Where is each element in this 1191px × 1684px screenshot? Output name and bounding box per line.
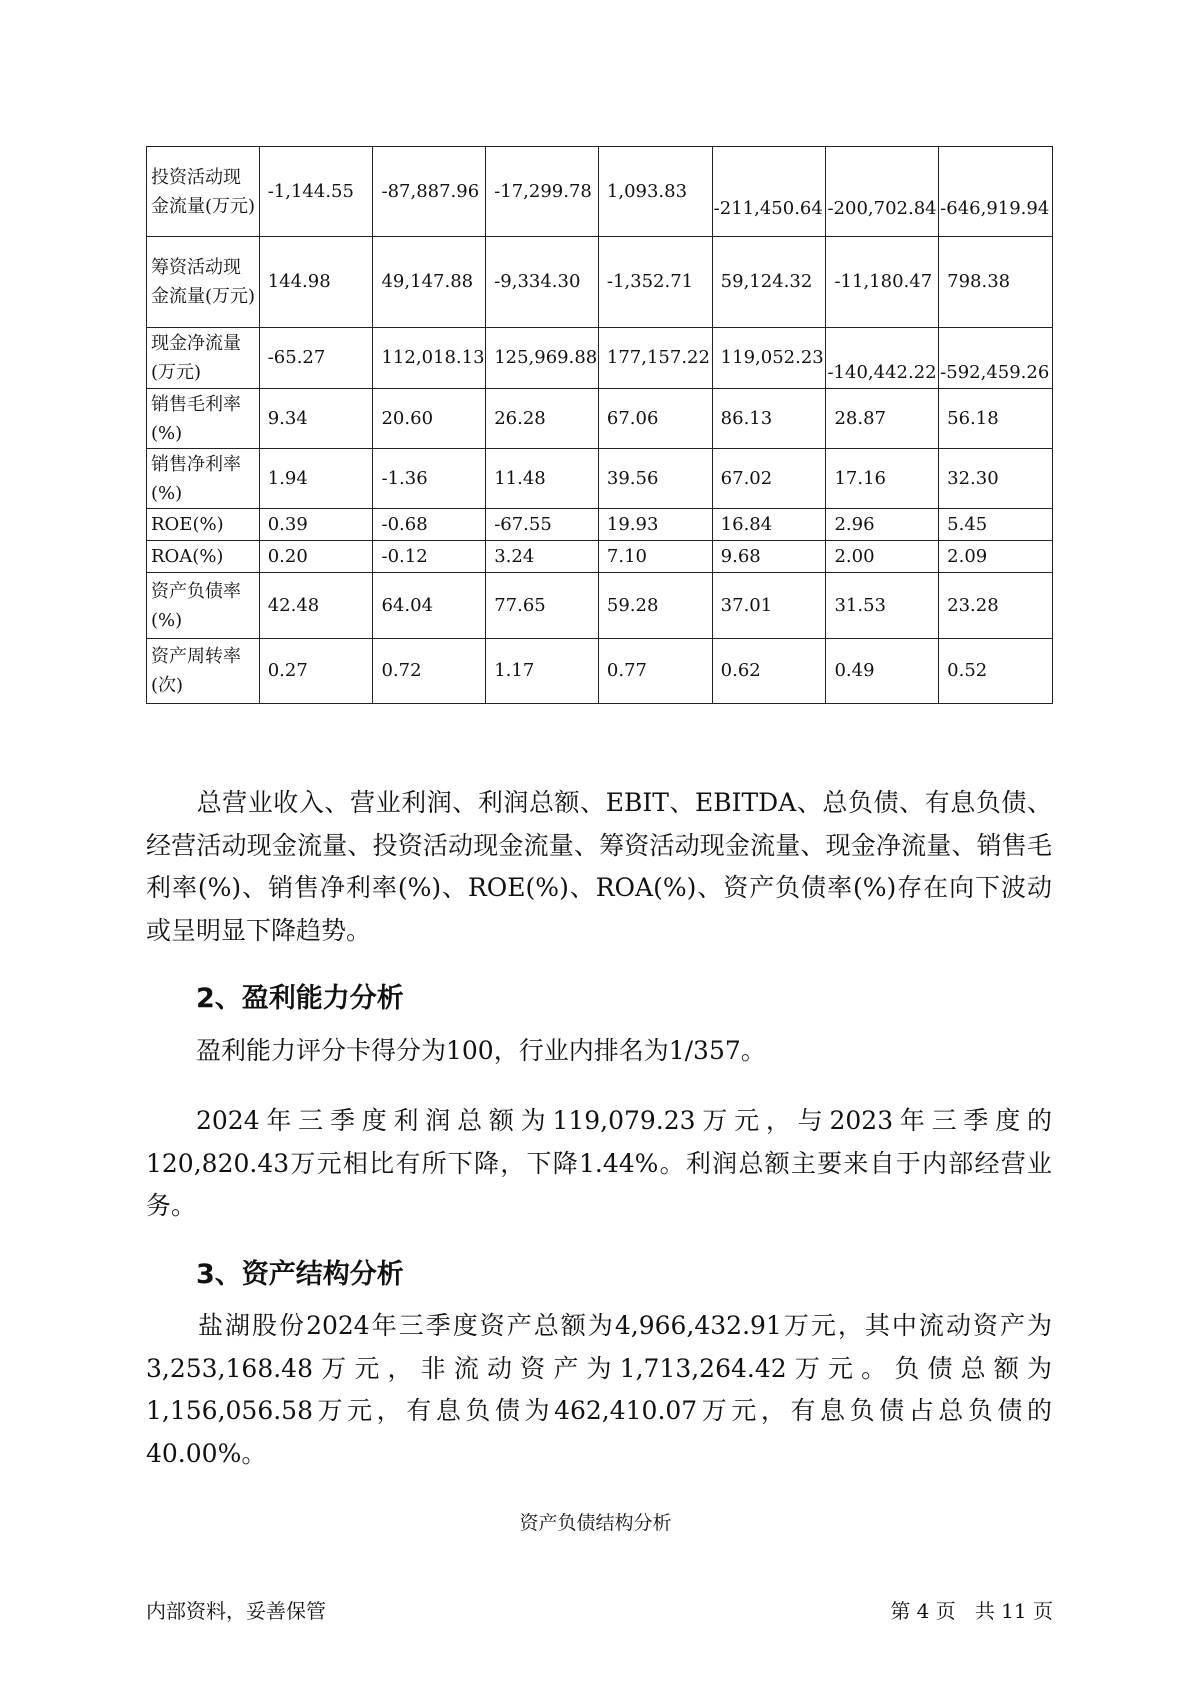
table-cell: 59.28 bbox=[598, 573, 712, 639]
table-cell: 0.39 bbox=[259, 509, 373, 541]
table-cell: 11.48 bbox=[486, 449, 599, 509]
table-cell: 0.52 bbox=[939, 639, 1053, 704]
table-cell: 2.96 bbox=[826, 509, 939, 541]
row-label: 资产周转率(次) bbox=[147, 639, 260, 704]
table-cell: 2.09 bbox=[939, 541, 1053, 573]
table-cell: 0.27 bbox=[259, 639, 373, 704]
table-row bbox=[147, 237, 1053, 328]
table-cell: 77.65 bbox=[486, 573, 599, 639]
table-cell: -1,352.71 bbox=[598, 237, 712, 328]
row-label: 销售毛利率(%) bbox=[147, 389, 260, 449]
table-cell: 67.06 bbox=[598, 389, 712, 449]
table-cell: -211,450.64 bbox=[712, 147, 826, 237]
table-cell: 49,147.88 bbox=[373, 237, 486, 328]
table-cell: 0.62 bbox=[712, 639, 826, 704]
table-cell: -11,180.47 bbox=[826, 237, 939, 328]
table-cell: -9,334.30 bbox=[486, 237, 599, 328]
table-cell: 0.20 bbox=[259, 541, 373, 573]
table-cell: 119,052.23 bbox=[712, 328, 826, 389]
table-cell: 5.45 bbox=[939, 509, 1053, 541]
table-cell: -0.12 bbox=[373, 541, 486, 573]
table-cell: 26.28 bbox=[486, 389, 599, 449]
table-cell: 19.93 bbox=[598, 509, 712, 541]
table-cell: 9.34 bbox=[259, 389, 373, 449]
table-cell: 798.38 bbox=[939, 237, 1053, 328]
table-cell: 39.56 bbox=[598, 449, 712, 509]
profit-total-paragraph bbox=[146, 1100, 1052, 1228]
table-cell: 1,093.83 bbox=[598, 147, 712, 237]
row-label: 投资活动现金流量(万元) bbox=[147, 147, 260, 237]
table-cell: -0.68 bbox=[373, 509, 486, 541]
table-row bbox=[147, 449, 1053, 509]
row-label: ROA(%) bbox=[147, 541, 260, 573]
table-cell: 28.87 bbox=[826, 389, 939, 449]
table-row bbox=[147, 147, 1053, 237]
section-heading-profitability: 2、盈利能力分析 bbox=[196, 983, 404, 1014]
table-cell: 86.13 bbox=[712, 389, 826, 449]
profit-total-text: 2024年三季度利润总额为119,079.23万元，与2023年三季度的120,820.43万元相比有所下降，下降1.44%。利润总额主要来自于内部经营业务。 bbox=[146, 1106, 1052, 1220]
table-cell: -67.55 bbox=[486, 509, 599, 541]
table-cell: 0.49 bbox=[826, 639, 939, 704]
table-cell: 20.60 bbox=[373, 389, 486, 449]
table-cell: -1,144.55 bbox=[259, 147, 373, 237]
table-cell: 125,969.88 bbox=[486, 328, 599, 389]
row-label: 资产负债率(%) bbox=[147, 573, 260, 639]
table-cell: 1.94 bbox=[259, 449, 373, 509]
table-cell: 67.02 bbox=[712, 449, 826, 509]
table-cell: 9.68 bbox=[712, 541, 826, 573]
table-row bbox=[147, 541, 1053, 573]
footer-page-number: 第 4 页 共 11 页 bbox=[890, 1599, 1053, 1623]
table-cell: 37.01 bbox=[712, 573, 826, 639]
table-cell: 112,018.13 bbox=[373, 328, 486, 389]
row-label: ROE(%) bbox=[147, 509, 260, 541]
table-cell: 177,157.22 bbox=[598, 328, 712, 389]
table-row bbox=[147, 573, 1053, 639]
table-cell: 56.18 bbox=[939, 389, 1053, 449]
table-cell: -646,919.94 bbox=[939, 147, 1053, 237]
table-cell: 0.72 bbox=[373, 639, 486, 704]
asset-structure-paragraph bbox=[146, 1305, 1052, 1475]
table-cell: 3.24 bbox=[486, 541, 599, 573]
table-cell: -200,702.84 bbox=[826, 147, 939, 237]
table-row bbox=[147, 389, 1053, 449]
table-cell: -140,442.22 bbox=[826, 328, 939, 389]
table-cell: -17,299.78 bbox=[486, 147, 599, 237]
profitability-score-text: 盈利能力评分卡得分为100，行业内排名为1/357。 bbox=[196, 1036, 766, 1065]
table-cell: -592,459.26 bbox=[939, 328, 1053, 389]
row-label: 销售净利率(%) bbox=[147, 449, 260, 509]
profitability-score-paragraph bbox=[146, 1030, 1052, 1073]
row-label: 筹资活动现金流量(万元) bbox=[147, 237, 260, 328]
table-cell: -87,887.96 bbox=[373, 147, 486, 237]
chart-caption: 资产负债结构分析 bbox=[519, 1512, 672, 1534]
table-cell: 31.53 bbox=[826, 573, 939, 639]
table-row bbox=[147, 639, 1053, 704]
footer-confidential-note: 内部资料，妥善保管 bbox=[146, 1599, 326, 1623]
summary-paragraph bbox=[146, 782, 1052, 952]
table-cell: 23.28 bbox=[939, 573, 1053, 639]
table-cell: -1.36 bbox=[373, 449, 486, 509]
section-heading-asset-structure: 3、资产结构分析 bbox=[196, 1259, 404, 1290]
financial-indicators-table bbox=[146, 146, 1053, 704]
table-cell: 7.10 bbox=[598, 541, 712, 573]
table-cell: 17.16 bbox=[826, 449, 939, 509]
asset-structure-text: 盐湖股份2024年三季度资产总额为4,966,432.91万元，其中流动资产为3,253,168.48万元，非流动资产为1,713,264.42万元。负债总额为1,156,056.58万元，有息负债为462,410.07万元，有息负债占总负债的40.00%。 bbox=[146, 1311, 1052, 1468]
table-cell: 32.30 bbox=[939, 449, 1053, 509]
table-cell: 1.17 bbox=[486, 639, 599, 704]
table-cell: 42.48 bbox=[259, 573, 373, 639]
table-cell: 2.00 bbox=[826, 541, 939, 573]
table-cell: 64.04 bbox=[373, 573, 486, 639]
table-cell: -65.27 bbox=[259, 328, 373, 389]
table-row bbox=[147, 328, 1053, 389]
table-cell: 16.84 bbox=[712, 509, 826, 541]
summary-text: 总营业收入、营业利润、利润总额、EBIT、EBITDA、总负债、有息负债、经营活动现金流量、投资活动现金流量、筹资活动现金流量、现金净流量、销售毛利率(%)、销售净利率(%)、ROE(%)、ROA(%)、资产负债率(%)存在向下波动或呈明显下降趋势。 bbox=[146, 788, 1052, 945]
table-cell: 0.77 bbox=[598, 639, 712, 704]
table-row bbox=[147, 509, 1053, 541]
row-label: 现金净流量(万元) bbox=[147, 328, 260, 389]
table-cell: 59,124.32 bbox=[712, 237, 826, 328]
table-cell: 144.98 bbox=[259, 237, 373, 328]
